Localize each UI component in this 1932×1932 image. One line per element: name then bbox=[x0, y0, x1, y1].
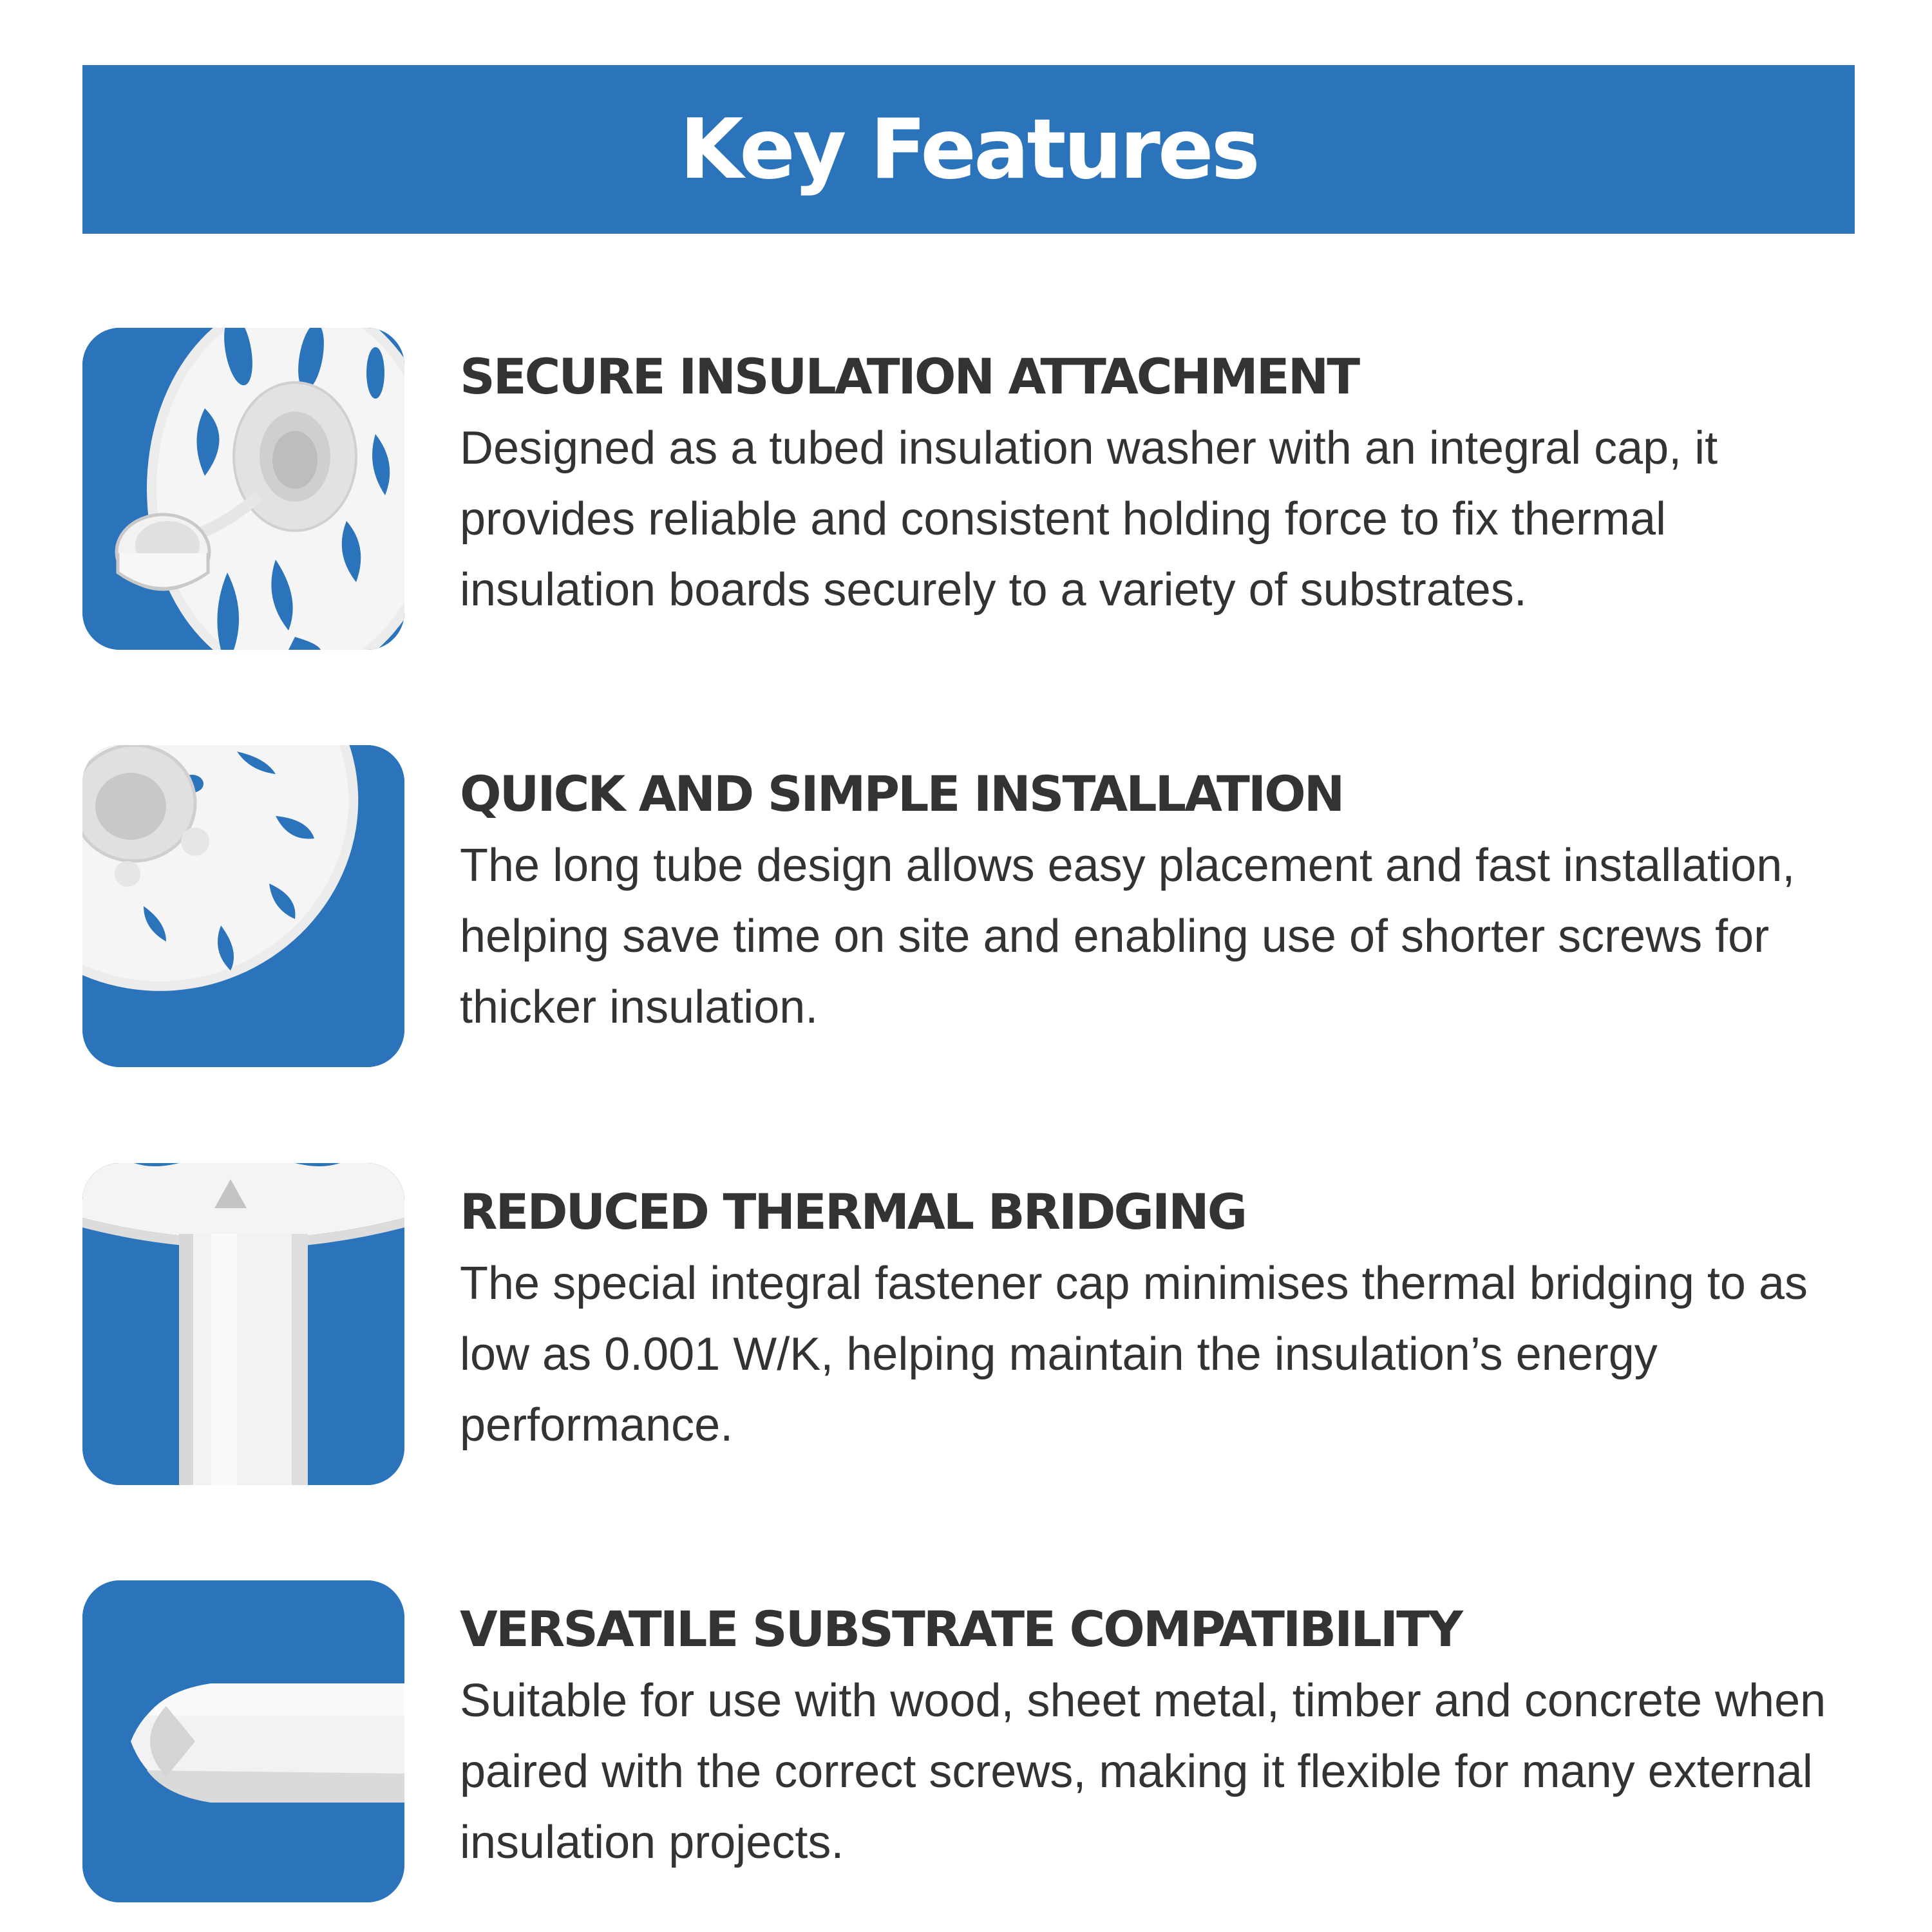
feature-description: The long tube design allows easy placement and fast installation, helping save time on site and enabling use of shorter screws for thicker insulation. bbox=[460, 840, 1795, 1033]
feature-item-secure-attachment bbox=[82, 328, 1855, 650]
feature-title: QUICK AND SIMPLE INSTALLATION bbox=[460, 765, 1343, 822]
washer-with-cap-icon bbox=[82, 328, 404, 650]
feature-title: REDUCED THERMAL BRIDGING bbox=[460, 1183, 1246, 1240]
page-title: Key Features bbox=[679, 101, 1258, 198]
feature-item-thermal-bridging bbox=[82, 1163, 1855, 1485]
feature-item-substrate-compatibility bbox=[82, 1580, 1855, 1902]
washer-tube-icon bbox=[82, 1163, 404, 1485]
header-banner bbox=[82, 65, 1855, 234]
feature-description: The special integral fastener cap minimises thermal bridging to as low as 0.001 W/K, helping maintain the insulation’s energy performance. bbox=[460, 1258, 1808, 1451]
feature-description: Designed as a tubed insulation washer with an integral cap, it provides reliable and consistent holding force to fix thermal insulation boards securely to a variety of substrates. bbox=[460, 422, 1718, 616]
feature-title: SECURE INSULATION ATTACHMENT bbox=[460, 348, 1359, 405]
tube-tip-icon bbox=[82, 1580, 404, 1902]
feature-description: Suitable for use with wood, sheet metal, timber and concrete when paired with the correct screws, making it flexible for many external insulation projects. bbox=[460, 1675, 1826, 1868]
feature-title: VERSATILE SUBSTRATE COMPATIBILITY bbox=[460, 1600, 1462, 1658]
feature-item-quick-installation bbox=[82, 745, 1855, 1067]
washer-disc-icon bbox=[82, 745, 404, 1067]
